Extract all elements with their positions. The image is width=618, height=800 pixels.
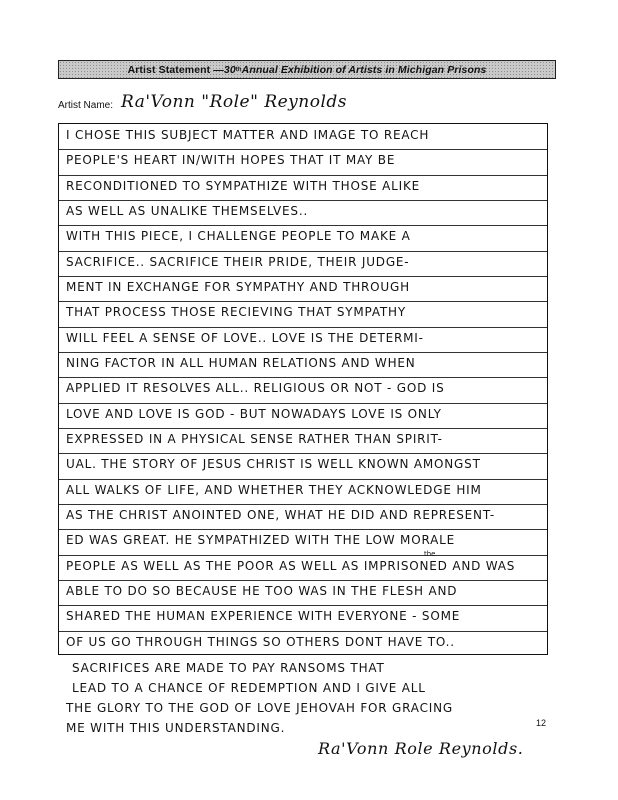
- ruled-line: [59, 276, 547, 277]
- page-number: 12: [536, 718, 547, 728]
- header-ordinal-suffix: th: [235, 66, 242, 73]
- statement-line: PEOPLE'S HEART IN/WITH HOPES THAT IT MAY BE: [66, 153, 396, 168]
- ruled-line: [59, 529, 547, 530]
- signature: Ra'Vonn Role Reynolds.: [318, 739, 524, 758]
- statement-line: RECONDITIONED TO SYMPATHIZE WITH THOSE ALIKE: [66, 178, 421, 193]
- statement-line: MENT IN EXCHANGE FOR SYMPATHY AND THROUGH: [66, 280, 410, 294]
- artist-name-label: Artist Name:: [58, 100, 114, 111]
- statement-line: WITH THIS PIECE, I CHALLENGE PEOPLE TO MAKE A: [66, 229, 411, 244]
- ruled-line: [59, 327, 547, 328]
- statement-line: AS THE CHRIST ANOINTED ONE, WHAT HE DID AND REPRESENT-: [66, 508, 495, 522]
- statement-line: LEAD TO A CHANCE OF REDEMPTION AND I GIVE ALL: [72, 681, 426, 695]
- ruled-line: [59, 377, 547, 378]
- header-prefix: Artist Statement —: [127, 63, 224, 76]
- statement-line: THAT PROCESS THOSE RECIEVING THAT SYMPATHY: [66, 305, 406, 320]
- artist-name-handwritten: Ra'Vonn "Role" Reynolds: [121, 92, 348, 112]
- statement-line: SACRIFICE.. SACRIFICE THEIR PRIDE, THEIR JUDGE-: [66, 254, 410, 269]
- statement-line: NING FACTOR IN ALL HUMAN RELATIONS AND WHEN: [66, 356, 416, 370]
- statement-line: WILL FEEL A SENSE OF LOVE.. LOVE IS THE DETERMI-: [66, 330, 424, 345]
- statement-line: AS WELL AS UNALIKE THEMSELVES..: [66, 204, 309, 218]
- insertion-word: the: [424, 549, 436, 558]
- ruled-line: [59, 605, 547, 606]
- ruled-line: [59, 149, 547, 150]
- statement-line: I CHOSE THIS SUBJECT MATTER AND IMAGE TO REACH: [66, 128, 430, 142]
- statement-line: ABLE TO DO SO BECAUSE HE TOO WAS IN THE FLESH AND: [66, 584, 458, 598]
- statement-line: EXPRESSED IN A PHYSICAL SENSE RATHER THAN SPIRIT-: [66, 432, 443, 446]
- ruled-line: [59, 580, 547, 581]
- ruled-line: [59, 403, 547, 404]
- statement-line: UAL. THE STORY OF JESUS CHRIST IS WELL KNOWN AMONGST: [66, 457, 481, 472]
- statement-line: PEOPLE AS WELL AS THE POOR AS WELL AS IMPRISONED AND WAS: [66, 558, 516, 573]
- ruled-line: [59, 631, 547, 632]
- ruled-line: [59, 428, 547, 429]
- header-ordinal: 30: [223, 63, 236, 76]
- ruled-line: [59, 200, 547, 201]
- statement-line: OF US GO THROUGH THINGS SO OTHERS DONT HAVE TO..: [66, 634, 455, 649]
- ruled-line: [59, 453, 547, 454]
- ruled-line: [59, 251, 547, 252]
- ruled-line: [59, 352, 547, 353]
- statement-line: THE GLORY TO THE GOD OF LOVE JEHOVAH FOR GRACING: [66, 701, 453, 715]
- statement-line: ME WITH THIS UNDERSTANDING.: [66, 721, 286, 735]
- ruled-line: [59, 504, 547, 505]
- ruled-line: [59, 301, 547, 302]
- exhibition-header: [58, 60, 556, 79]
- statement-line: APPLIED IT RESOLVES ALL.. RELIGIOUS OR NOT - GOD IS: [66, 381, 445, 396]
- header-suffix: Annual Exhibition of Artists in Michigan Prisons: [241, 63, 487, 76]
- statement-line: LOVE AND LOVE IS GOD - BUT NOWADAYS LOVE IS ONLY: [66, 406, 442, 421]
- statement-line: SACRIFICES ARE MADE TO PAY RANSOMS THAT: [72, 661, 385, 675]
- statement-line: ALL WALKS OF LIFE, AND WHETHER THEY ACKNOWLEDGE HIM: [66, 482, 482, 497]
- ruled-line: [59, 175, 547, 176]
- ruled-line: [59, 479, 547, 480]
- ruled-line: [59, 225, 547, 226]
- statement-line: ED WAS GREAT. HE SYMPATHIZED WITH THE LOW MORALE: [66, 533, 455, 548]
- statement-line: SHARED THE HUMAN EXPERIENCE WITH EVERYONE - SOME: [66, 609, 461, 624]
- ruled-line: [59, 555, 547, 556]
